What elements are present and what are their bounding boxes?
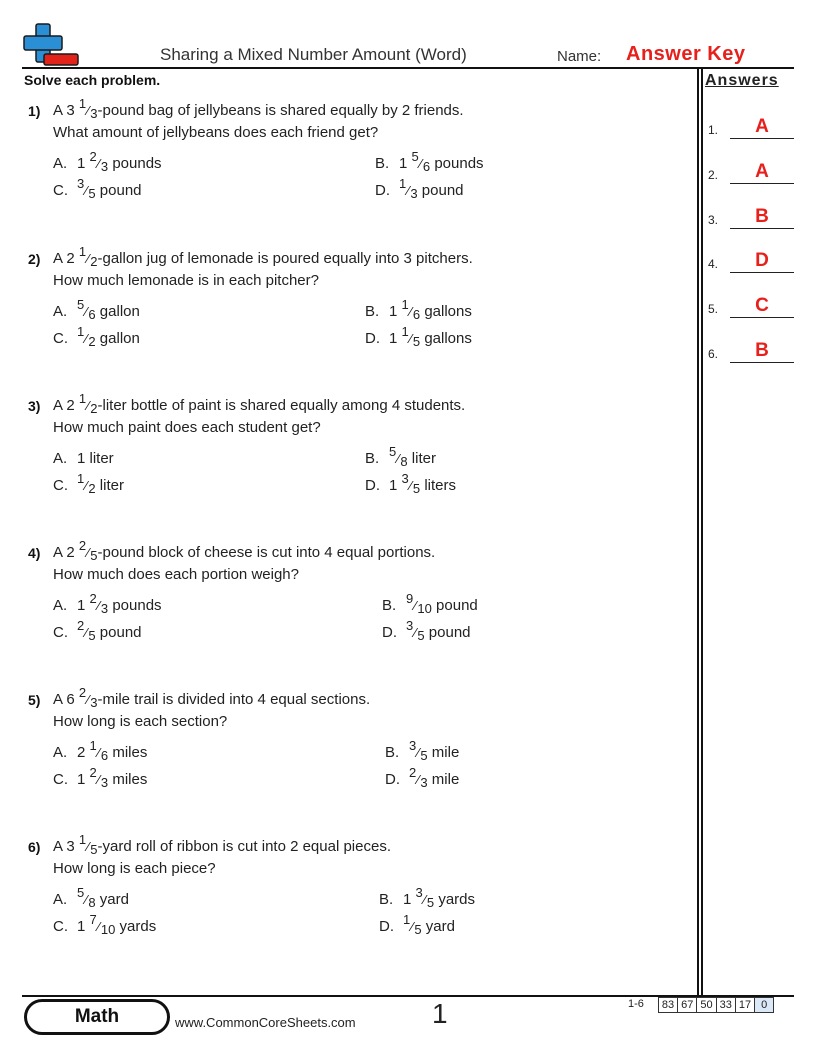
option-unit: pound — [95, 182, 142, 199]
answer-value: B — [755, 206, 769, 227]
option-whole: 1 — [77, 155, 90, 172]
fraction-denominator: 6 — [422, 159, 431, 174]
option-unit: miles — [108, 744, 148, 761]
instructions: Solve each problem. — [24, 72, 161, 88]
option-whole: 1 — [389, 477, 402, 494]
option-letter: D. — [375, 182, 390, 199]
subject-badge: Math — [24, 999, 170, 1035]
fraction-slash: ⁄ — [85, 892, 88, 907]
fraction-slash: ⁄ — [85, 331, 88, 346]
option-unit: liter — [95, 477, 124, 494]
option-unit: miles — [108, 771, 148, 788]
answer-option — [379, 912, 455, 937]
question-text-line2: What amount of jellybeans does each friend get? — [53, 124, 379, 141]
option-unit: pounds — [430, 155, 484, 172]
answer-option — [53, 738, 148, 763]
option-whole: 1 — [389, 303, 402, 320]
fraction-numerator: 1 — [78, 391, 87, 406]
option-letter: B. — [379, 891, 394, 908]
answer-option — [53, 618, 142, 643]
fraction-denominator: 8 — [88, 895, 96, 910]
question-text-line2: How long is each piece? — [53, 860, 216, 877]
fraction-numerator: 5 — [77, 297, 85, 312]
answer-row — [708, 247, 794, 273]
fraction-slash: ⁄ — [97, 745, 100, 760]
answer-option — [53, 176, 142, 201]
option-whole: 1 — [77, 597, 90, 614]
option-unit: yard — [421, 918, 455, 935]
option-unit: mile — [427, 744, 460, 761]
option-unit: gallons — [420, 330, 472, 347]
option-letter: D. — [379, 918, 394, 935]
fraction-numerator: 2 — [78, 538, 87, 553]
fraction-numerator: 3 — [77, 176, 85, 191]
fraction-numerator: 3 — [415, 885, 423, 900]
answer-number: 2. — [708, 168, 719, 182]
option-whole: 1 — [77, 771, 90, 788]
fraction-numerator: 3 — [401, 471, 409, 486]
fraction-denominator: 5 — [88, 186, 96, 201]
fraction-numerator: 1 — [89, 738, 97, 753]
question-number: 2) — [28, 251, 41, 267]
option-whole: 1 — [389, 330, 402, 347]
answer-option — [53, 450, 114, 467]
fraction-slash: ⁄ — [87, 692, 90, 707]
fraction-slash: ⁄ — [417, 772, 420, 787]
answer-row — [708, 337, 794, 363]
option-letter: C. — [53, 918, 68, 935]
fraction-numerator: 1 — [77, 471, 85, 486]
answer-row — [708, 203, 794, 229]
score-cell: 17 — [736, 997, 755, 1013]
fraction-numerator: 7 — [89, 912, 97, 927]
fraction-numerator: 1 — [403, 912, 411, 927]
question-text-post: -mile trail is divided into 4 equal sections. — [97, 691, 371, 708]
fraction-numerator: 9 — [406, 591, 414, 606]
fraction-numerator: 2 — [89, 149, 97, 164]
fraction-numerator: 3 — [409, 738, 417, 753]
question-text-line1 — [53, 685, 371, 711]
score-cell: 0 — [755, 997, 774, 1013]
option-letter: B. — [385, 744, 400, 761]
option-whole: 1 — [77, 918, 90, 935]
plus-minus-logo-icon — [22, 22, 80, 68]
fraction-numerator: 1 — [78, 244, 87, 259]
fraction-numerator: 5 — [77, 885, 85, 900]
fraction-numerator: 3 — [406, 618, 414, 633]
fraction-numerator: 1 — [78, 96, 87, 111]
fraction-numerator: 2 — [77, 618, 85, 633]
fraction-slash: ⁄ — [409, 304, 412, 319]
question-text-line1 — [53, 538, 436, 564]
fraction-denominator: 5 — [417, 628, 425, 643]
option-whole: 1 — [403, 891, 416, 908]
answer-number: 4. — [708, 257, 719, 271]
question-number: 3) — [28, 398, 41, 414]
option-letter: D. — [382, 624, 397, 641]
fraction-slash: ⁄ — [97, 772, 100, 787]
option-unit: liters — [420, 477, 456, 494]
question-text-line1 — [53, 832, 391, 858]
fraction-denominator: 2 — [90, 254, 98, 269]
score-table — [624, 997, 774, 1013]
option-unit: liter — [85, 450, 114, 467]
fraction-slash: ⁄ — [419, 156, 422, 171]
answer-option — [53, 149, 162, 174]
fraction-denominator: 5 — [420, 748, 428, 763]
fraction-denominator: 10 — [417, 601, 432, 616]
answer-option — [365, 324, 472, 349]
question-text-post: -yard roll of ribbon is cut into 2 equal pieces. — [97, 838, 391, 855]
fraction-slash: ⁄ — [97, 156, 100, 171]
answer-option — [53, 885, 129, 910]
fraction-numerator: 2 — [409, 765, 417, 780]
fraction-slash: ⁄ — [409, 331, 412, 346]
option-unit: gallons — [420, 303, 472, 320]
fraction-denominator: 5 — [414, 922, 422, 937]
fraction-denominator: 5 — [88, 628, 96, 643]
fraction-slash: ⁄ — [423, 892, 426, 907]
option-unit: pounds — [108, 155, 162, 172]
option-letter: D. — [365, 330, 380, 347]
option-letter: A. — [53, 744, 68, 761]
fraction-numerator: 1 — [77, 324, 85, 339]
fraction-numerator: 1 — [401, 324, 409, 339]
answer-option — [382, 618, 471, 643]
worksheet-title: Sharing a Mixed Number Amount (Word) — [160, 45, 467, 64]
question-text-line1 — [53, 96, 464, 122]
option-letter: A. — [53, 450, 68, 467]
question-text-pre: A 2 — [53, 250, 79, 267]
question-text-post: -pound bag of jellybeans is shared equally by 2 friends. — [97, 102, 464, 119]
answer-option — [53, 324, 140, 349]
fraction-denominator: 6 — [412, 307, 421, 322]
option-letter: C. — [53, 182, 68, 199]
question-text-post: -gallon jug of lemonade is poured equally into 3 pitchers. — [97, 250, 473, 267]
fraction-slash: ⁄ — [411, 919, 414, 934]
score-cell: 50 — [697, 997, 716, 1013]
fraction-numerator: 2 — [78, 685, 87, 700]
fraction-slash: ⁄ — [85, 183, 88, 198]
fraction-slash: ⁄ — [409, 478, 412, 493]
fraction-slash: ⁄ — [397, 451, 400, 466]
website-url: www.CommonCoreSheets.com — [175, 1015, 356, 1030]
answer-value: D — [755, 250, 769, 271]
fraction-denominator: 5 — [412, 481, 421, 496]
question-number: 1) — [28, 103, 41, 119]
answer-option — [365, 471, 456, 496]
question-text-post: -liter bottle of paint is shared equally among 4 students. — [97, 397, 466, 414]
answer-blank-line — [730, 228, 794, 229]
fraction-numerator: 1 — [78, 832, 87, 847]
fraction-numerator: 2 — [89, 591, 97, 606]
fraction-denominator: 3 — [100, 775, 109, 790]
fraction-numerator: 1 — [401, 297, 409, 312]
answer-option — [382, 591, 478, 616]
fraction-numerator: 5 — [411, 149, 419, 164]
fraction-denominator: 3 — [100, 601, 109, 616]
option-unit: mile — [427, 771, 460, 788]
answer-row — [708, 113, 794, 139]
option-whole: 1 — [77, 450, 86, 467]
score-cell: 83 — [658, 997, 678, 1013]
name-label: Name: — [557, 48, 602, 65]
question-text-post: -pound block of cheese is cut into 4 equal portions. — [97, 544, 436, 561]
fraction-slash: ⁄ — [87, 398, 90, 413]
option-unit: gallon — [95, 330, 140, 347]
fraction-numerator: 1 — [399, 176, 407, 191]
answer-option — [365, 297, 472, 322]
answer-option — [379, 885, 476, 910]
score-cell: 67 — [678, 997, 697, 1013]
question-text-line1 — [53, 391, 466, 417]
option-unit: yard — [95, 891, 129, 908]
question-text-line2: How much does each portion weigh? — [53, 566, 299, 583]
option-unit: yards — [434, 891, 476, 908]
option-unit: pound — [431, 597, 478, 614]
fraction-slash: ⁄ — [85, 478, 88, 493]
fraction-denominator: 10 — [100, 922, 116, 937]
answers-divider-left — [697, 69, 699, 996]
option-letter: C. — [53, 330, 68, 347]
answer-number: 5. — [708, 302, 719, 316]
fraction-denominator: 8 — [400, 454, 408, 469]
fraction-slash: ⁄ — [414, 625, 417, 640]
header-divider — [22, 67, 794, 69]
score-range: 1-6 — [628, 998, 644, 1010]
fraction-denominator: 3 — [90, 695, 98, 710]
fraction-denominator: 3 — [420, 775, 428, 790]
question-text-pre: A 3 — [53, 102, 79, 119]
fraction-denominator: 5 — [90, 548, 98, 563]
fraction-denominator: 3 — [410, 186, 418, 201]
answers-title: Answers — [705, 72, 779, 89]
fraction-slash: ⁄ — [87, 103, 90, 118]
option-unit: liter — [407, 450, 436, 467]
fraction-denominator: 3 — [100, 159, 109, 174]
answer-row — [708, 292, 794, 318]
fraction-denominator: 5 — [412, 334, 421, 349]
question-text-pre: A 2 — [53, 544, 79, 561]
fraction-denominator: 5 — [90, 842, 98, 857]
question-text-line2: How much lemonade is in each pitcher? — [53, 272, 319, 289]
option-letter: C. — [53, 624, 68, 641]
fraction-numerator: 2 — [89, 765, 97, 780]
fraction-denominator: 2 — [88, 334, 96, 349]
fraction-slash: ⁄ — [85, 625, 88, 640]
answer-option — [53, 297, 140, 322]
fraction-slash: ⁄ — [97, 598, 100, 613]
fraction-denominator: 3 — [90, 106, 98, 121]
answer-option — [365, 444, 436, 469]
fraction-denominator: 5 — [426, 895, 435, 910]
answer-number: 1. — [708, 123, 719, 137]
fraction-slash: ⁄ — [97, 919, 100, 934]
answer-blank-line — [730, 272, 794, 273]
option-letter: B. — [365, 303, 380, 320]
option-unit: yards — [115, 918, 157, 935]
option-unit: gallon — [95, 303, 140, 320]
option-letter: C. — [53, 477, 68, 494]
answer-value: A — [755, 161, 769, 182]
question-number: 6) — [28, 839, 41, 855]
answer-blank-line — [730, 183, 794, 184]
option-letter: A. — [53, 597, 68, 614]
fraction-slash: ⁄ — [87, 839, 90, 854]
option-whole: 1 — [399, 155, 412, 172]
answer-blank-line — [730, 317, 794, 318]
option-letter: D. — [385, 771, 400, 788]
option-unit: pounds — [108, 597, 162, 614]
option-unit: pound — [95, 624, 142, 641]
option-letter: B. — [382, 597, 397, 614]
answer-value: C — [755, 295, 769, 316]
answer-option — [385, 738, 460, 763]
question-number: 5) — [28, 692, 41, 708]
question-text-line2: How long is each section? — [53, 713, 228, 730]
answer-blank-line — [730, 138, 794, 139]
fraction-denominator: 6 — [100, 748, 109, 763]
option-letter: A. — [53, 891, 68, 908]
page-number: 1 — [432, 998, 448, 1029]
option-unit: pound — [424, 624, 471, 641]
answer-option — [53, 471, 124, 496]
answer-option — [53, 591, 162, 616]
question-text-line2: How much paint does each student get? — [53, 419, 321, 436]
answer-blank-line — [730, 362, 794, 363]
fraction-denominator: 6 — [88, 307, 96, 322]
question-text-pre: A 6 — [53, 691, 79, 708]
question-text-pre: A 3 — [53, 838, 79, 855]
option-letter: D. — [365, 477, 380, 494]
answer-option — [385, 765, 460, 790]
option-letter: A. — [53, 303, 68, 320]
answer-option — [375, 176, 464, 201]
answer-value: B — [755, 340, 769, 361]
fraction-slash: ⁄ — [87, 545, 90, 560]
answer-option — [53, 765, 148, 790]
option-whole: 2 — [77, 744, 90, 761]
fraction-slash: ⁄ — [417, 745, 420, 760]
fraction-denominator: 2 — [90, 401, 98, 416]
answer-key-label: Answer Key — [626, 43, 746, 65]
answer-number: 3. — [708, 213, 719, 227]
answer-number: 6. — [708, 347, 719, 361]
fraction-slash: ⁄ — [414, 598, 417, 613]
fraction-slash: ⁄ — [85, 304, 88, 319]
option-unit: pound — [417, 182, 464, 199]
fraction-numerator: 5 — [389, 444, 397, 459]
answer-row — [708, 158, 794, 184]
option-letter: B. — [365, 450, 380, 467]
question-text-line1 — [53, 244, 473, 270]
answer-value: A — [755, 116, 769, 137]
option-letter: B. — [375, 155, 390, 172]
option-letter: C. — [53, 771, 68, 788]
question-text-pre: A 2 — [53, 397, 79, 414]
answer-option — [53, 912, 157, 937]
answers-divider-right — [701, 69, 703, 996]
answer-option — [375, 149, 484, 174]
question-number: 4) — [28, 545, 41, 561]
fraction-denominator: 2 — [88, 481, 96, 496]
fraction-slash: ⁄ — [407, 183, 410, 198]
fraction-slash: ⁄ — [87, 251, 90, 266]
score-cell: 33 — [717, 997, 736, 1013]
option-letter: A. — [53, 155, 68, 172]
